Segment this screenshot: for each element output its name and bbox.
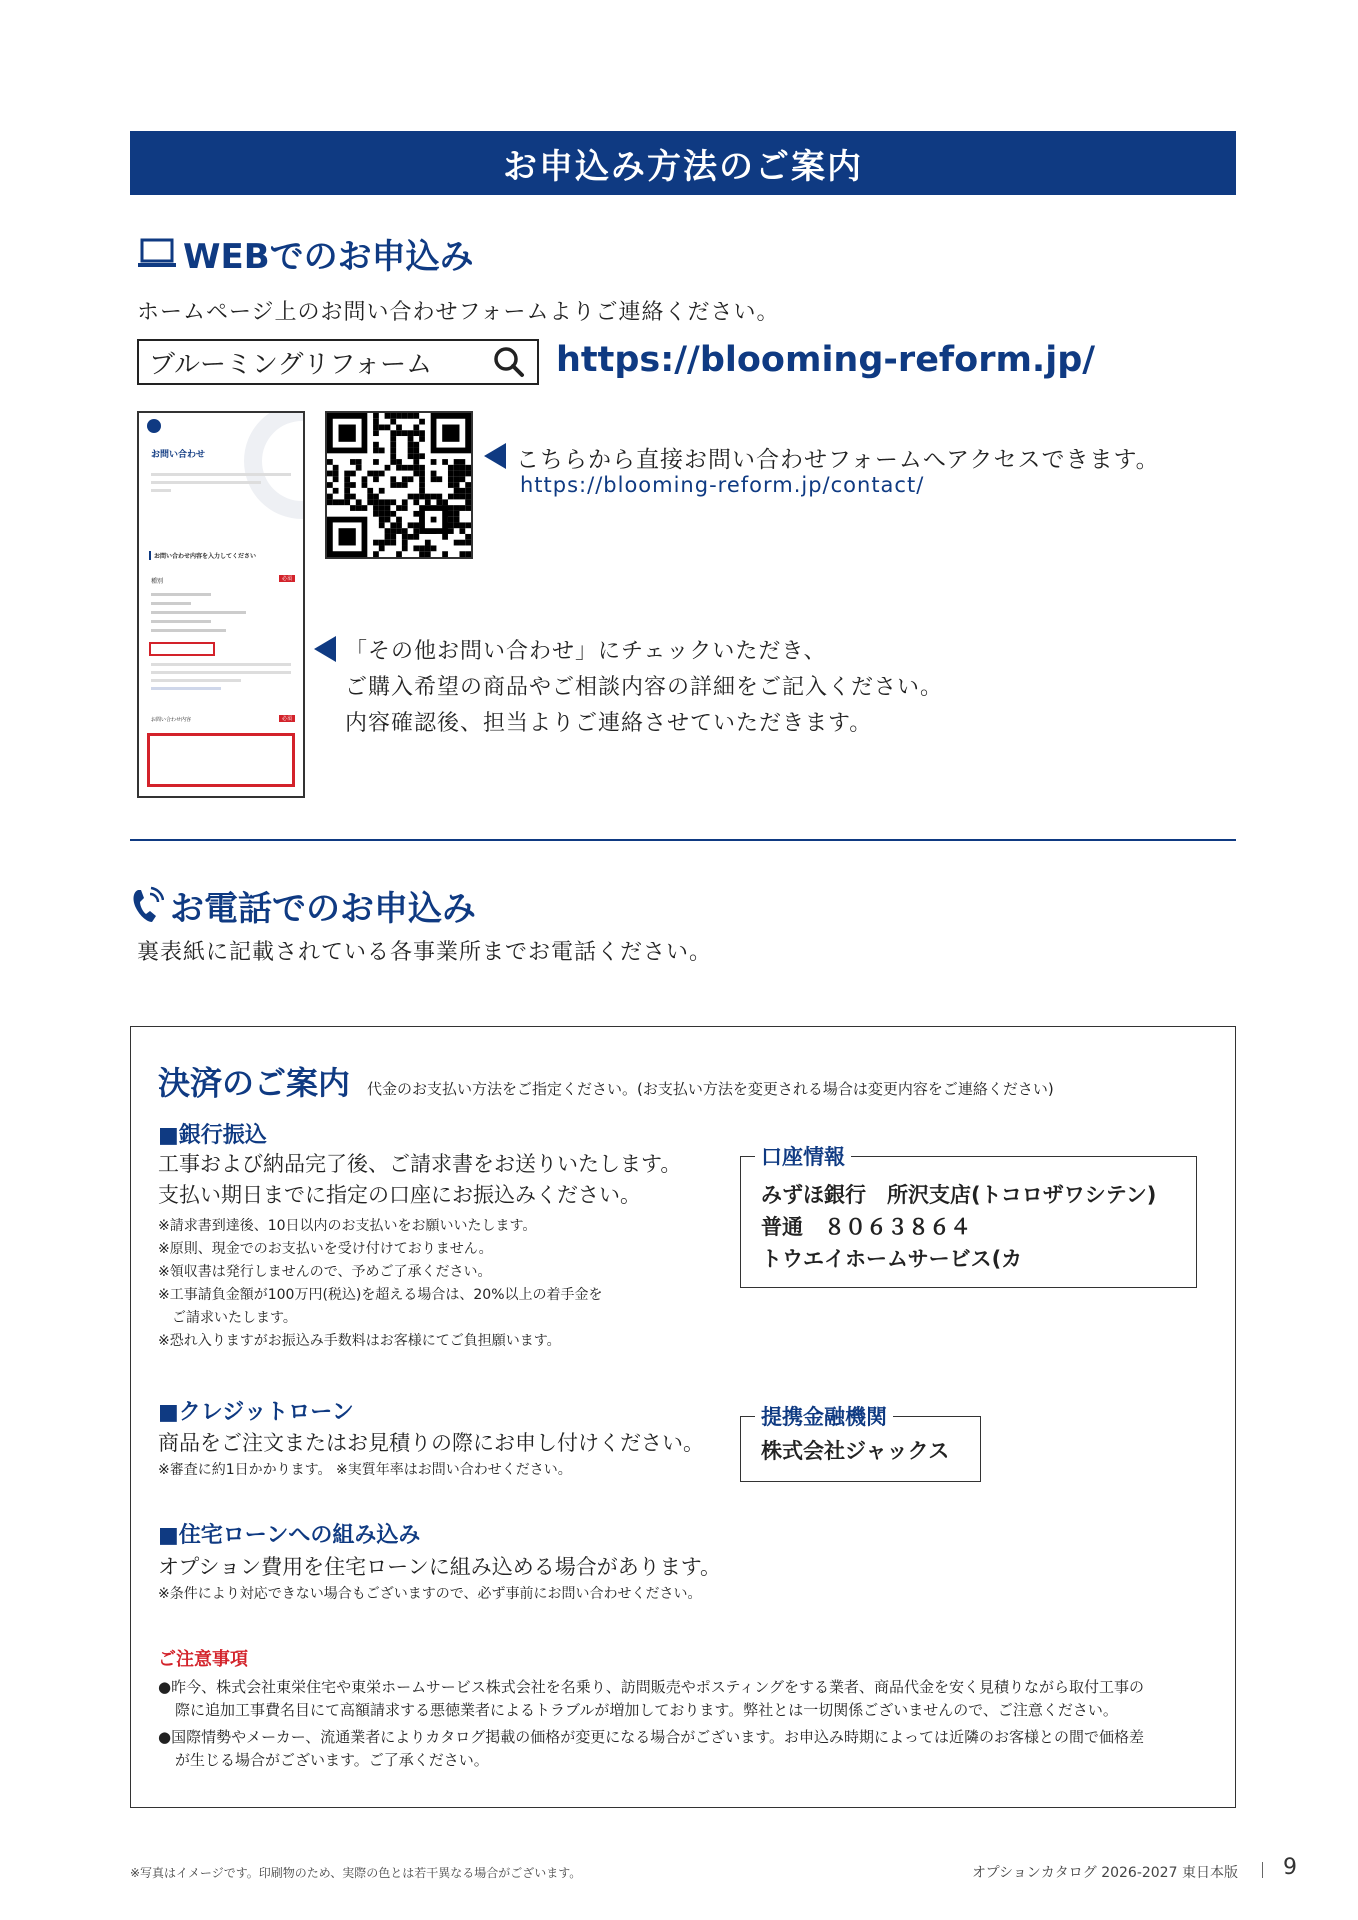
instruction-text bbox=[345, 634, 943, 742]
bank-note: ※工事請負金額が100万円(税込)を超える場合は、20%以上の着手金を bbox=[158, 1287, 603, 1303]
phone-title-text: お電話でのお申込み bbox=[170, 889, 476, 929]
caution-item bbox=[158, 1676, 1208, 1722]
qr-caption: こちらから直接お問い合わせフォームへアクセスできます。 bbox=[516, 447, 1160, 473]
caution-line: ●国際情勢やメーカー、流通業者によりカタログ掲載の価格が変更になる場合がございます。お申込み時期によっては近隣のお客様との間で価格差 bbox=[158, 1728, 1144, 1746]
qr-code-image bbox=[327, 413, 471, 557]
bank-transfer-heading: ■銀行振込 bbox=[158, 1123, 267, 1148]
phone-field-label: 種別 bbox=[151, 578, 164, 585]
caution-line: が生じる場合がございます。ご了承ください。 bbox=[175, 1751, 489, 1769]
bank-notes bbox=[158, 1215, 603, 1353]
bank-note: ※領収書は発行しませんので、予めご了承ください。 bbox=[158, 1264, 492, 1280]
instruction-line: 「その他お問い合わせ」にチェックいただき、 bbox=[345, 639, 827, 664]
other-inquiry-highlight bbox=[149, 642, 215, 656]
caution-title: ご注意事項 bbox=[158, 1649, 248, 1670]
catalog-name: オプションカタログ 2026-2027 東日本版 bbox=[972, 1865, 1238, 1881]
required-badge-2: 必須 bbox=[279, 715, 295, 722]
housing-loan-note: ※条件により対応できない場合もございますので、必ず事前にお問い合わせください。 bbox=[158, 1586, 702, 1602]
housing-loan-text: オプション費用を住宅ローンに組み込める場合があります。 bbox=[158, 1555, 722, 1579]
phone-message-label: お問い合わせ内容 bbox=[151, 717, 192, 723]
page-header-bar bbox=[130, 131, 1236, 195]
qr-code[interactable] bbox=[325, 411, 473, 559]
pointer-arrow-icon-2 bbox=[314, 636, 336, 662]
bank-note: ※恐れ入りますがお振込み手数料はお客様にてご負担願います。 bbox=[158, 1333, 561, 1349]
caution-item bbox=[158, 1726, 1208, 1772]
bank-note: ※原則、現金でのお支払いを受け付けておりません。 bbox=[158, 1241, 493, 1257]
bank-note: ※請求書到達後、10日以内のお支払いをお願いいたします。 bbox=[158, 1218, 537, 1234]
account-line: みずほ銀行 所沢支店(トコロザワシテン) bbox=[761, 1183, 1157, 1207]
payment-title: 決済のご案内 bbox=[158, 1064, 351, 1102]
web-intro: ホームページ上のお問い合わせフォームよりご連絡ください。 bbox=[137, 300, 780, 325]
website-url-link[interactable]: https://blooming-reform.jp/ bbox=[556, 340, 1096, 380]
search-value: ブルーミングリフォーム bbox=[149, 349, 433, 380]
footer-note: ※写真はイメージです。印刷物のため、実際の色とは若干異なる場合がございます。 bbox=[130, 1866, 582, 1880]
bank-line: 支払い期日までに指定の口座にお振込みください。 bbox=[158, 1183, 641, 1207]
phone-heading: お問い合わせ bbox=[151, 450, 206, 460]
instruction-line: 内容確認後、担当よりご連絡させていただきます。 bbox=[345, 711, 873, 736]
decorative-circle bbox=[244, 411, 305, 519]
phone-section-title bbox=[130, 881, 476, 930]
phone-icon bbox=[130, 886, 164, 926]
bank-line: 工事および納品完了後、ご請求書をお送りいたします。 bbox=[158, 1152, 682, 1176]
caution-list bbox=[158, 1676, 1208, 1772]
account-legend: 口座情報 bbox=[755, 1141, 851, 1171]
credit-loan-heading: ■クレジットローン bbox=[158, 1400, 354, 1425]
web-title-text: WEBでのお申込み bbox=[183, 237, 474, 277]
phone-section-label: お問い合わせ内容を入力してください bbox=[149, 551, 256, 560]
credit-loan-note: ※審査に約1日かかります。 ※実質年率はお問い合わせください。 bbox=[158, 1462, 572, 1478]
instruction-line: ご購入希望の商品やご相談内容の詳細をご記入ください。 bbox=[345, 675, 944, 700]
contact-form-screenshot bbox=[137, 411, 305, 798]
section-divider bbox=[130, 839, 1236, 841]
page-number: 9 bbox=[1283, 1855, 1297, 1880]
partner-info-box bbox=[740, 1405, 981, 1482]
footer-separator bbox=[1262, 1862, 1263, 1878]
search-box[interactable] bbox=[137, 339, 539, 385]
caution-line: 際に追加工事費名目にて高額請求する悪徳業者によるトラブルが増加しております。弊社とは一切関係ございませんので、ご注意ください。 bbox=[175, 1701, 1118, 1719]
contact-url-link[interactable]: https://blooming-reform.jp/contact/ bbox=[520, 473, 925, 497]
logo-icon bbox=[147, 419, 161, 433]
phone-text: 裏表紙に記載されている各事業所までお電話ください。 bbox=[137, 940, 713, 965]
payment-subtitle: 代金のお支払い方法をご指定ください。(お支払い方法を変更される場合は変更内容をご連絡ください) bbox=[367, 1080, 1054, 1098]
account-line: トウエイホームサービス(カ bbox=[761, 1247, 1023, 1271]
bank-note: ご請求いたします。 bbox=[158, 1310, 297, 1326]
search-icon bbox=[493, 346, 525, 378]
bank-transfer-text bbox=[158, 1149, 681, 1211]
partner-legend: 提携金融機関 bbox=[755, 1401, 893, 1431]
web-section-title bbox=[137, 229, 474, 278]
account-line: 普通 ８０６３８６４ bbox=[761, 1215, 971, 1239]
laptop-icon bbox=[137, 237, 177, 271]
page-title: お申込み方法のご案内 bbox=[503, 146, 863, 187]
required-badge: 必須 bbox=[279, 575, 295, 582]
caution-line: ●昨今、株式会社東栄住宅や東栄ホームサービス株式会社を名乗り、訪問販売やポスティングをする業者、商品代金を安く見積りながら取付工事の bbox=[158, 1678, 1144, 1696]
credit-loan-text: 商品をご注文またはお見積りの際にお申し付けください。 bbox=[158, 1431, 704, 1455]
account-info-box bbox=[740, 1145, 1197, 1288]
housing-loan-heading: ■住宅ローンへの組み込み bbox=[158, 1523, 421, 1548]
pointer-arrow-icon bbox=[484, 443, 506, 469]
partner-name: 株式会社ジャックス bbox=[761, 1439, 950, 1463]
message-field-highlight bbox=[147, 733, 295, 787]
